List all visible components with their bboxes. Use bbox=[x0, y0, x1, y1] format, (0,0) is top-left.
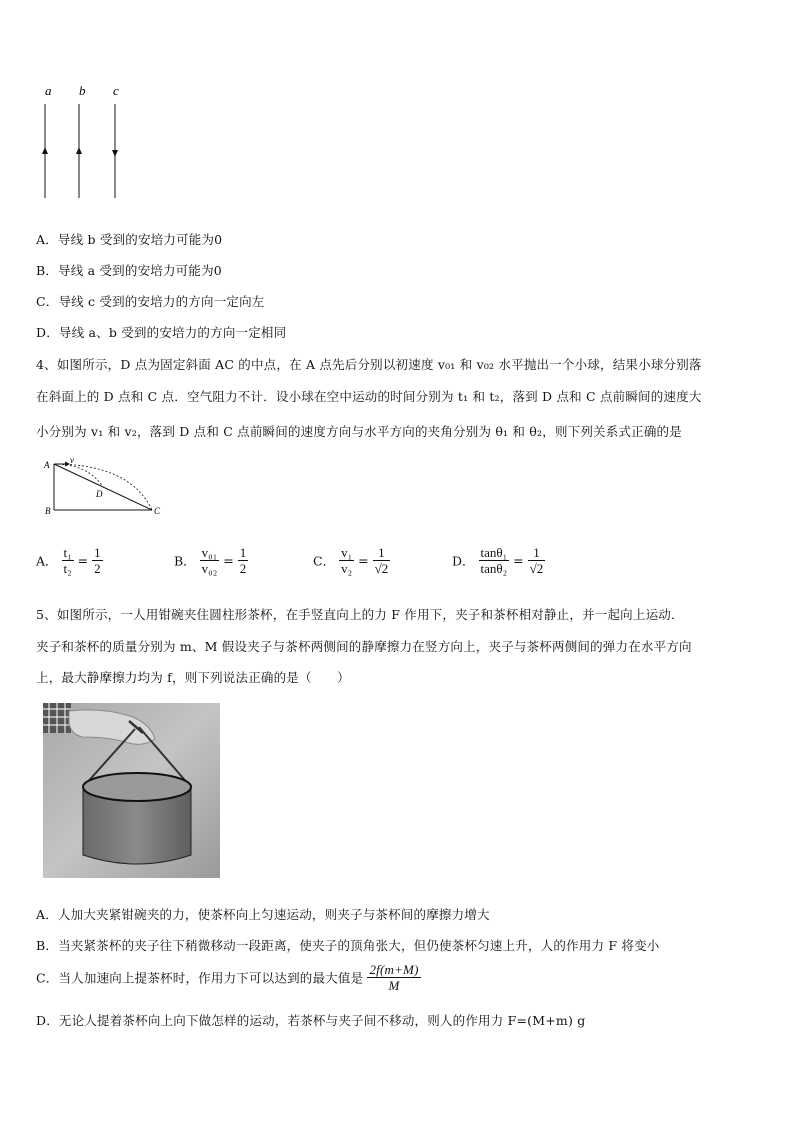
cup-rim bbox=[83, 773, 191, 801]
q4-option-b-lhs: $\frac{\text{v₀₁}}{\text{v₀₂}}$ bbox=[201, 545, 218, 576]
q4-option-d: D． $\frac{\text{tanθ₁}}{\text{tanθ₂}}$ = $\frac{1}{√2}$ bbox=[452, 545, 544, 576]
q3-option-b: B．导线 a 受到的安培力可能为0 bbox=[36, 263, 222, 278]
point-c-label: C bbox=[154, 506, 161, 516]
q4-option-c-rhs: $\frac{1}{√2}$ bbox=[374, 545, 389, 576]
q4-option-c-label: C． bbox=[313, 553, 336, 569]
point-d-label: D bbox=[96, 489, 103, 499]
q5-option-a: A．人加大夹紧钳碗夹的力，使茶杯向上匀速运动，则夹子与茶杯间的摩擦力增大 bbox=[36, 907, 490, 922]
wire-b-arrow-up bbox=[76, 147, 82, 154]
q4-option-b-label: B． bbox=[174, 553, 196, 569]
q4-question-line3: 小分别为 v₁ 和 v₂，落到 D 点和 C 点前瞬间的速度方向与水平方向的夹角分别为 θ₁ 和 θ₂，则下列关系式正确的是 bbox=[36, 424, 682, 439]
q5-option-c bbox=[36, 962, 421, 993]
point-b-label: B bbox=[45, 506, 51, 516]
q5-question-line1: 5、如图所示，一人用钳碗夹住圆柱形茶杯，在手竖直向上的力 F 作用下，夹子和茶杯相对静止，并一起向上运动． bbox=[36, 607, 684, 622]
q4-option-d-rhs: $\frac{1}{√2}$ bbox=[529, 545, 544, 576]
q4-option-c-lhs: $\frac{\text{v₁}}{\text{v₂}}$ bbox=[341, 545, 353, 576]
q5-question-line2: 夹子和茶杯的质量分别为 m、M 假设夹子与茶杯两侧间的静摩擦力在竖方向上，夹子与茶杯两侧间的弹力在水平方向 bbox=[36, 639, 692, 654]
q4-option-c: C． $\frac{\text{v₁}}{\text{v₂}}$ = $\frac{1}{√2}$ bbox=[313, 545, 389, 576]
wire-a-arrow-up bbox=[42, 147, 48, 154]
q3-option-a: A．导线 b 受到的安培力可能为0 bbox=[36, 232, 223, 247]
wire-label-c: c bbox=[113, 83, 119, 98]
q5-option-c-fraction: $\frac{2f(m+M)}{M}$ bbox=[369, 962, 419, 993]
incline-figure bbox=[40, 456, 170, 518]
q4-option-a-label: A． bbox=[36, 553, 58, 569]
q5-option-b: B．当夹紧茶杯的夹子往下稍微移动一段距离，使夹子的顶角张大，但仍使茶杯匀速上升，人的作用力 F 将变小 bbox=[36, 938, 660, 953]
q4-question-line1: 4、如图所示，D 点为固定斜面 AC 的中点，在 A 点先后分别以初速度 v₀₁ 和 v₀₂ 水平抛出一个小球，结果小球分别落 bbox=[36, 357, 702, 372]
q3-option-d: D．导线 a、b 受到的安培力的方向一定相同 bbox=[36, 325, 287, 340]
q5-option-c-text: C．当人加速向上提茶杯时，作用力下可以达到的最大值是 bbox=[36, 970, 364, 986]
q4-option-b: B． $\frac{\text{v₀₁}}{\text{v₀₂}}$ = $\frac{1}{2}$ bbox=[174, 545, 247, 576]
q4-option-a: A． $\frac{\text{t₁}}{\text{t₂}}$ = $\frac{1}{2}$ bbox=[36, 545, 101, 576]
q5-question-line3: 上，最大静摩擦力均为 f，则下列说法正确的是（ ） bbox=[36, 670, 350, 685]
q4-option-d-lhs: $\frac{\text{tanθ₁}}{\text{tanθ₂}}$ bbox=[480, 545, 508, 576]
point-a-label: A bbox=[44, 460, 50, 470]
q3-option-c: C．导线 c 受到的安培力的方向一定向左 bbox=[36, 294, 265, 309]
wire-label-b: b bbox=[79, 83, 86, 98]
q4-question-line2: 在斜面上的 D 点和 C 点．空气阻力不计．设小球在空中运动的时间分别为 t₁ 和 t₂，落到 D 点和 C 点前瞬间的速度大 bbox=[36, 389, 702, 404]
velocity-label: v bbox=[70, 456, 74, 465]
tongs-cup-photo bbox=[43, 703, 220, 878]
q4-option-d-label: D． bbox=[452, 553, 475, 569]
q4-option-a-rhs: $\frac{1}{2}$ bbox=[94, 545, 101, 576]
wire-c-arrow-down bbox=[112, 150, 118, 157]
wires-figure bbox=[30, 80, 140, 205]
q5-option-d: D．无论人提着茶杯向上向下做怎样的运动，若茶杯与夹子间不移动，则人的作用力 F=(M+m) g bbox=[36, 1013, 586, 1028]
wire-label-a: a bbox=[45, 83, 52, 98]
q4-option-a-lhs: $\frac{\text{t₁}}{\text{t₂}}$ bbox=[63, 545, 72, 576]
q4-option-b-rhs: $\frac{1}{2}$ bbox=[239, 545, 247, 576]
